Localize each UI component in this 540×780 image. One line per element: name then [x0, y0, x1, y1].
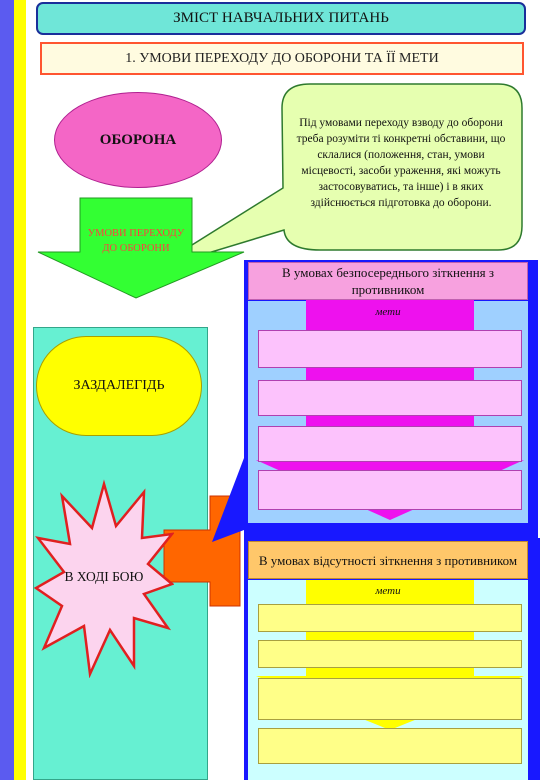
left-stripe-yellow	[14, 0, 26, 780]
contact-goal-box	[258, 470, 522, 510]
contact-goal-box	[258, 426, 522, 462]
no-contact-panel-title: В умовах відсутності зіткнення з противником	[248, 541, 528, 579]
contact-panel-title: В умовах безпосереднього зіткнення з противником	[248, 262, 528, 300]
no-contact-goal-box	[258, 678, 522, 720]
speech-bubble-text: Під умовами переходу взводу до оборони треба розуміти ті конкретні обставини, що склалися (положення, стан, умови місцевості, засоби ураження, які можуть застосовуватись, та інше) і в яких здійснюється підготовка до оборони.	[296, 117, 506, 209]
contact-goal-box	[258, 330, 522, 368]
page-title: ЗМІСТ НАВЧАЛЬНИХ ПИТАНЬ	[36, 2, 526, 35]
contact-goals-label: мети	[375, 306, 401, 318]
section-title: 1. УМОВИ ПЕРЕХОДУ ДО ОБОРОНИ ТА ЇЇ МЕТИ	[40, 42, 524, 75]
in-battle-label: В ХОДІ БОЮ	[64, 569, 144, 584]
contact-goal-box	[258, 380, 522, 416]
conditions-arrow-label: УМОВИ ПЕРЕХОДУ ДО ОБОРОНИ	[87, 228, 185, 254]
defense-ellipse: ОБОРОНА	[54, 92, 222, 188]
no-contact-goal-box	[258, 728, 522, 764]
no-contact-goal-box	[258, 640, 522, 668]
advance-stadium: ЗАЗДАЛЕГІДЬ	[36, 336, 202, 436]
no-contact-goals-label: мети	[375, 585, 401, 597]
no-contact-goal-box	[258, 604, 522, 632]
left-stripe-blue	[0, 0, 14, 780]
